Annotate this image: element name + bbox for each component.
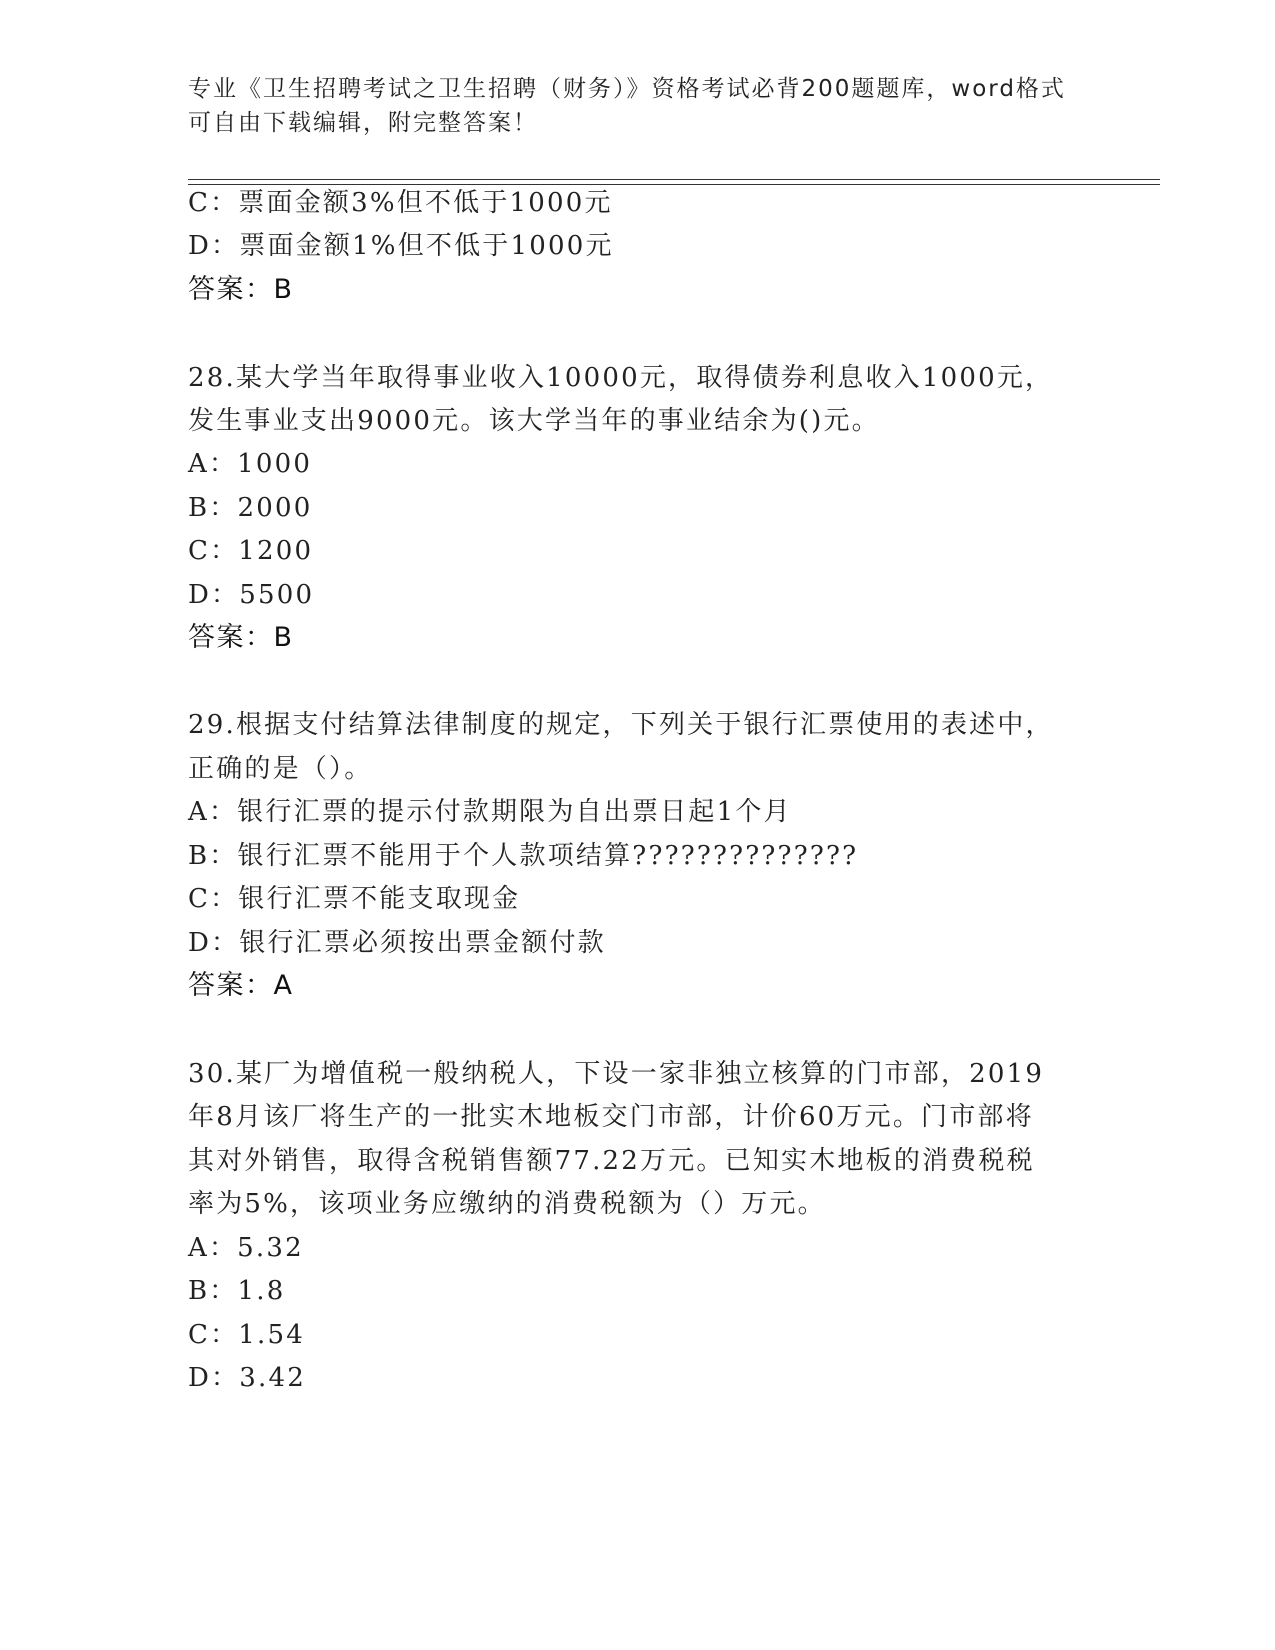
q29-stem-line-1: 29.根据支付结算法律制度的规定，下列关于银行汇票使用的表述中， bbox=[188, 710, 1054, 740]
q30-stem-line-2: 年8月该厂将生产的一批实木地板交门市部，计价60万元。门市部将 bbox=[188, 1102, 1034, 1132]
q30-option-d: D：3.42 bbox=[188, 1363, 306, 1393]
header-divider-bottom bbox=[188, 184, 1160, 185]
q28-answer: 答案：B bbox=[188, 622, 294, 653]
q28-option-c: C：1200 bbox=[188, 536, 314, 566]
q30-stem-line-1: 30.某厂为增值税一般纳税人，下设一家非独立核算的门市部，2019 bbox=[188, 1059, 1045, 1089]
q29-answer: 答案：A bbox=[188, 970, 294, 1001]
q28-option-b: B：2000 bbox=[188, 493, 313, 523]
q28-option-d: D：5500 bbox=[188, 580, 315, 610]
q30-option-c: C：1.54 bbox=[188, 1320, 305, 1350]
document-header bbox=[188, 72, 1088, 140]
q30-stem-line-3: 其对外销售，取得含税销售额77.22万元。已知实木地板的消费税税 bbox=[188, 1146, 1035, 1176]
q29-option-d: D：银行汇票必须按出票金额付款 bbox=[188, 928, 606, 958]
prev-option-d: D：票面金额1%但不低于1000元 bbox=[188, 231, 614, 261]
q28-stem-line-2: 发生事业支出9000元。该大学当年的事业结余为()元。 bbox=[188, 406, 880, 436]
prev-option-c: C：票面金额3%但不低于1000元 bbox=[188, 188, 613, 218]
q29-option-b: B：银行汇票不能用于个人款项结算?????????????? bbox=[188, 841, 859, 871]
q29-option-c: C：银行汇票不能支取现金 bbox=[188, 884, 521, 914]
prev-answer: 答案：B bbox=[188, 274, 294, 305]
header-divider-top bbox=[188, 179, 1160, 180]
q30-option-a: A：5.32 bbox=[188, 1233, 304, 1263]
q29-option-a: A：银行汇票的提示付款期限为自出票日起1个月 bbox=[188, 797, 792, 827]
header-title-line-1: 专业《卫生招聘考试之卫生招聘（财务）》资格考试必背200题题库，word格式 bbox=[188, 76, 1066, 102]
q30-option-b: B：1.8 bbox=[188, 1276, 286, 1306]
q28-stem-line-1: 28.某大学当年取得事业收入10000元，取得债券利息收入1000元， bbox=[188, 363, 1054, 393]
q29-stem-line-2: 正确的是（）。 bbox=[188, 754, 373, 784]
q28-option-a: A：1000 bbox=[188, 449, 313, 479]
header-title-line-2: 可自由下载编辑，附完整答案！ bbox=[188, 110, 538, 136]
q30-stem-line-4: 率为5%，该项业务应缴纳的消费税额为（）万元。 bbox=[188, 1189, 826, 1219]
